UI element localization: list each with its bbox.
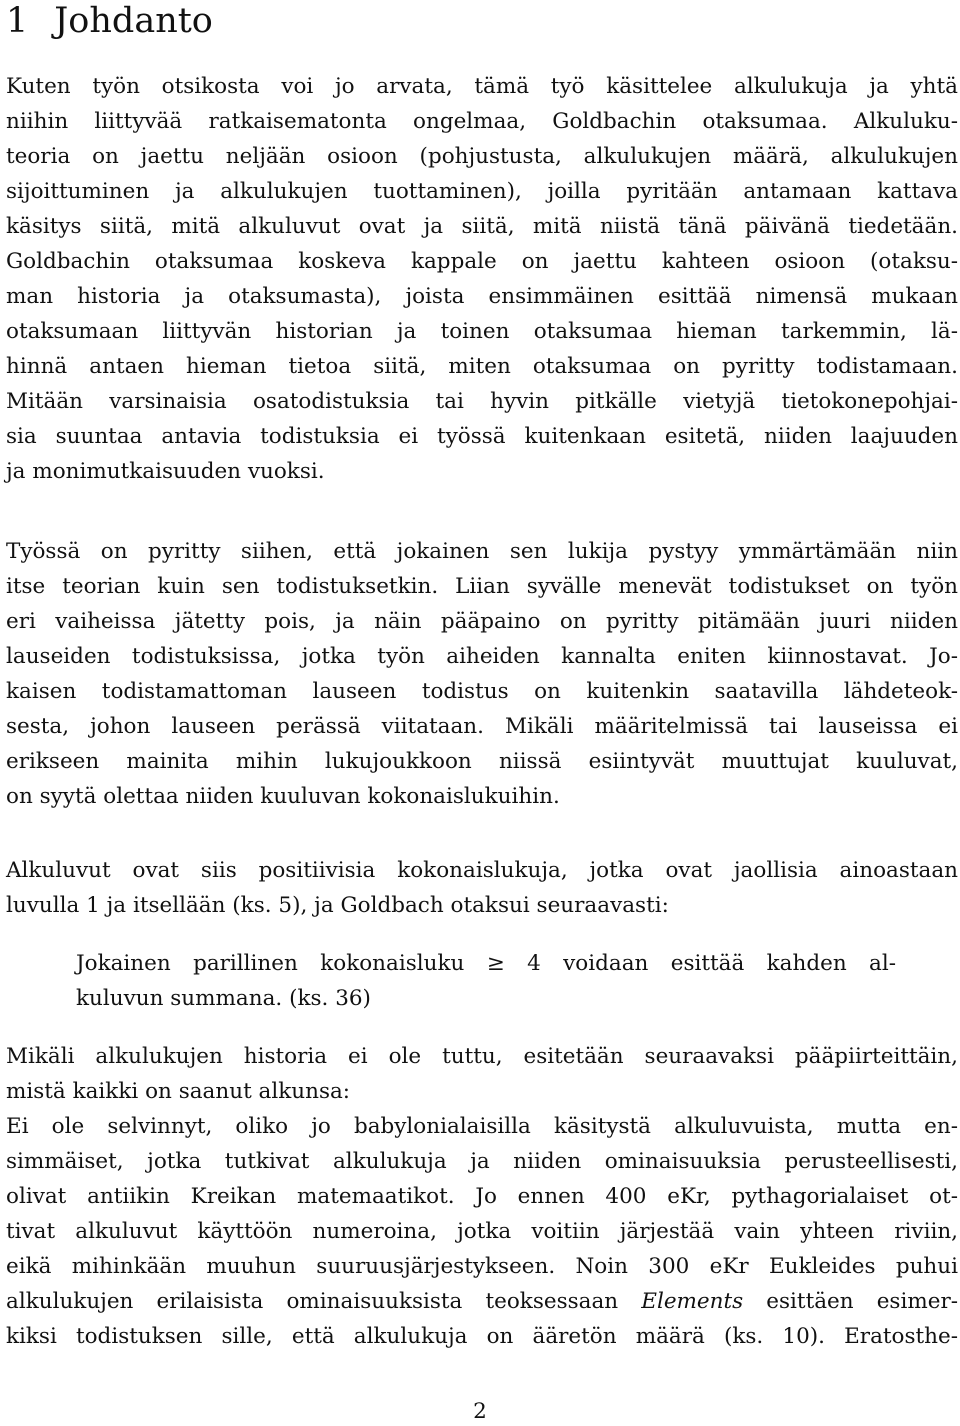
text-line: ja monimutkaisuuden vuoksi. <box>6 459 325 484</box>
text-line: Mikäli alkulukujen historia ei ole tuttu, esitetään seuraavaksi pääpiirteittäin, <box>6 1044 958 1069</box>
text-line: Kuten työn otsikosta voi jo arvata, tämä työ käsittelee alkulukuja ja yhtä <box>6 74 958 99</box>
text-line: itse teorian kuin sen todistuksetkin. Liian syvälle menevät todistukset on työn <box>6 574 958 599</box>
text-line <box>6 1284 958 1319</box>
text-line: eikä mihinkään muuhun suuruusjärjestykseen. Noin 300 eKr Eukleides puhui <box>6 1254 958 1279</box>
section-title: Johdanto <box>54 1 213 41</box>
text-line: käsitys siitä, mitä alkuluvut ovat ja siitä, mitä niistä tänä päivänä tiedetään. <box>6 214 958 239</box>
history-paragraph <box>6 1109 958 1354</box>
geq-symbol: ≥ <box>486 951 505 976</box>
section-heading <box>6 1 213 41</box>
intro-paragraph <box>6 69 958 489</box>
goldbach-conjecture <box>76 946 896 1016</box>
text-line: Alkuluvut ovat siis positiivisia kokonaislukuja, jotka ovat jaollisia ainoastaan <box>6 858 958 883</box>
text-line: niihin liittyvää ratkaisematonta ongelmaa, Goldbachin otaksumaa. Alkuluku- <box>6 109 958 134</box>
text-line: sia suuntaa antavia todistuksia ei työssä kuitenkaan esitetä, niiden laajuuden <box>6 424 958 449</box>
section-number: 1 <box>6 1 29 41</box>
conjecture-text: Jokainen parillinen kokonaisluku <box>76 951 487 976</box>
text-line: erikseen mainita mihin lukujoukkoon niissä esiintyvät muuttujat kuuluvat, <box>6 749 958 774</box>
text-segment: esittäen esimer- <box>743 1289 958 1314</box>
text-line: teoria on jaettu neljään osioon (pohjustusta, alkulukujen määrä, alkulukujen <box>6 144 958 169</box>
history-intro <box>6 1039 958 1109</box>
text-line: man historia ja otaksumasta), joista ensimmäinen esittää nimensä mukaan <box>6 284 958 309</box>
text-line: Goldbachin otaksumaa koskeva kappale on jaettu kahteen osioon (otaksu- <box>6 249 958 274</box>
text-segment: alkulukujen erilaisista ominaisuuksista teoksessaan <box>6 1289 642 1314</box>
text-line: lauseiden todistuksissa, jotka työn aiheiden kannalta eniten kiinnostavat. Jo- <box>6 644 958 669</box>
text-line: simmäiset, jotka tutkivat alkulukuja ja niiden ominaisuuksia perusteellisesti, <box>6 1149 958 1174</box>
text-line: tivat alkuluvut käyttöön numeroina, jotka voitiin järjestää vain yhteen riviin, <box>6 1219 958 1244</box>
text-line: Mitään varsinaisia osatodistuksia tai hyvin pitkälle vietyjä tietokonepohjai- <box>6 389 958 414</box>
text-line: eri vaiheissa jätetty pois, ja näin pääpaino on pyritty pitämään juuri niiden <box>6 609 958 634</box>
text-line: hinnä antaen hieman tietoa siitä, miten otaksumaa on pyritty todistamaan. <box>6 354 958 379</box>
text-line: on syytä olettaa niiden kuuluvan kokonaislukuihin. <box>6 784 560 809</box>
conjecture-line: kuluvun summana. (ks. 36) <box>76 986 371 1011</box>
text-line: sijoittuminen ja alkulukujen tuottaminen), joilla pyritään antamaan kattava <box>6 179 958 204</box>
primes-paragraph <box>6 853 958 923</box>
book-title: Elements <box>641 1289 744 1314</box>
text-line: kaisen todistamattoman lauseen todistus on kuitenkin saatavilla lähdeteok- <box>6 679 958 704</box>
text-line: kiksi todistuksen sille, että alkulukuja on ääretön määrä (ks. 10). Eratosthe- <box>6 1324 958 1349</box>
text-line: Työssä on pyritty siihen, että jokainen sen lukija pystyy ymmärtämään niin <box>6 539 958 564</box>
text-line: Ei ole selvinnyt, oliko jo babylonialaisilla käsitystä alkuluvuista, mutta en- <box>6 1114 958 1139</box>
method-paragraph <box>6 534 958 814</box>
text-line: olivat antiikin Kreikan matemaatikot. Jo ennen 400 eKr, pythagorialaiset ot- <box>6 1184 958 1209</box>
text-line: mistä kaikki on saanut alkunsa: <box>6 1079 351 1104</box>
text-line: otaksumaan liittyvän historian ja toinen otaksumaa hieman tarkemmin, lä- <box>6 319 958 344</box>
text-line: luvulla 1 ja itsellään (ks. 5), ja Goldbach otaksui seuraavasti: <box>6 893 669 918</box>
text-line: sesta, johon lauseen perässä viitataan. Mikäli määritelmissä tai lauseissa ei <box>6 714 958 739</box>
conjecture-line <box>76 946 896 981</box>
conjecture-text: 4 voidaan esittää kahden al- <box>504 951 896 976</box>
page-number: 2 <box>473 1399 487 1424</box>
